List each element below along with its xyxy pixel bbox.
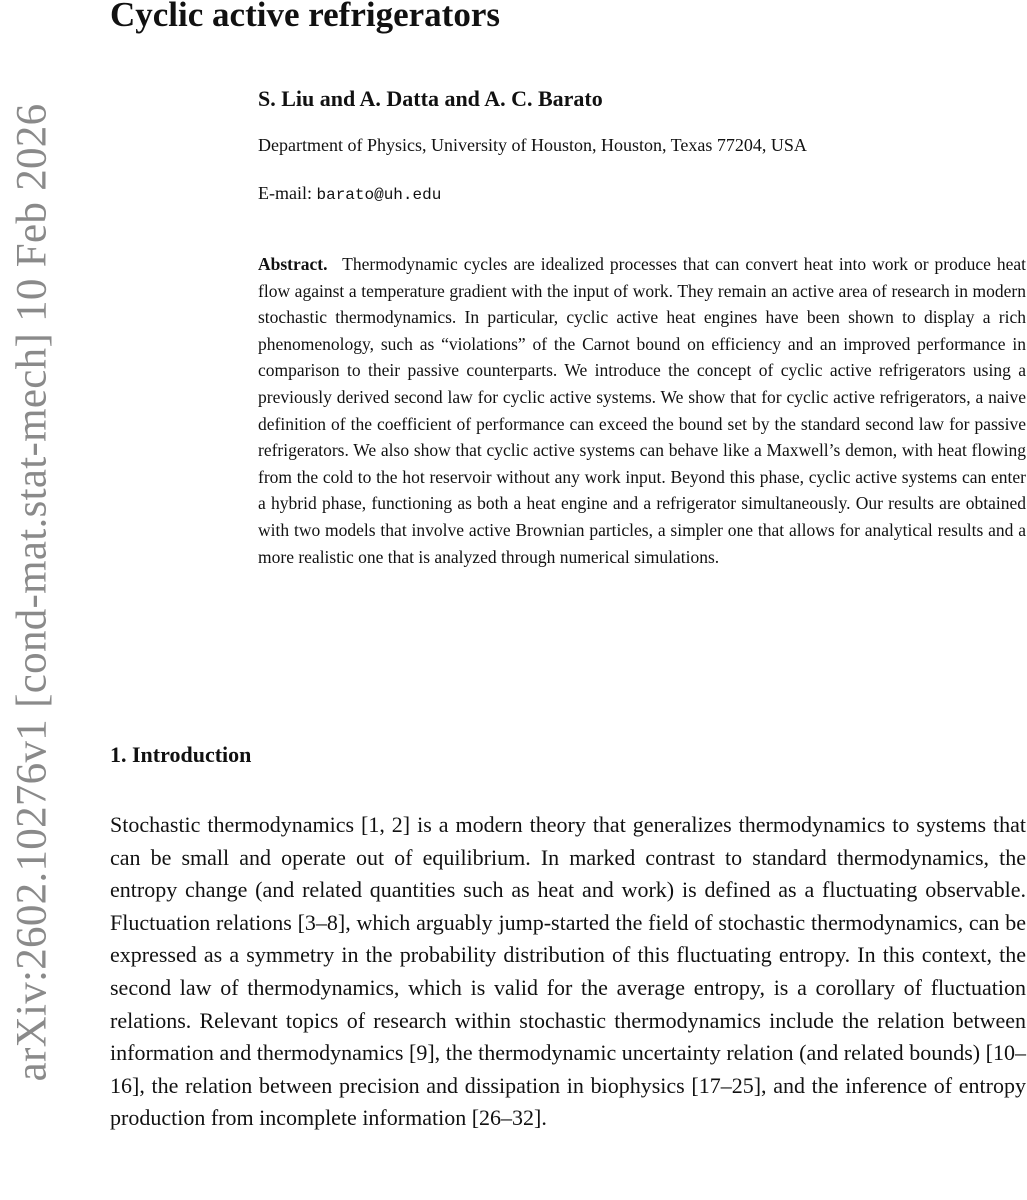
email-address[interactable]: barato@uh.edu [316,186,442,204]
paper-title: Cyclic active refrigerators [110,0,500,34]
abstract [258,251,1026,570]
arxiv-side-stamp [6,76,58,1108]
author-list: S. Liu and A. Datta and A. C. Barato [258,86,603,111]
introduction-paragraph: Stochastic thermodynamics [1, 2] is a modern theory that generalizes thermodynamics to systems that can be small and operate out of equilibrium. In marked contrast to standard thermodynamics, the entropy change (and related quantities such as heat and work) is defined as a fluctuating observable. Fluctuation relations [3–8], which arguably jump-started the field of stochastic thermodynamics, can be expressed as a symmetry in the probability distribution of this fluctuating entropy. In this context, the second law of thermodynamics, which is valid for the average entropy, is a corollary of fluctuation relations. Relevant topics of research within stochastic thermodynamics include the relation between information and thermodynamics [9], the thermodynamic uncertainty relation (and related bounds) [10–16], the relation between precision and dissipation in biophysics [17–25], and the inference of entropy production from incomplete information [26–32]. [110,812,1026,1131]
abstract-text: Thermodynamic cycles are idealized processes that can convert heat into work or produce heat flow against a temperature gradient with the input of work. They remain an active area of research in modern stochastic thermodynamics. In particular, cyclic active heat engines have been shown to display a rich phenomenology, such as “violations” of the Carnot bound on efficiency and an improved performance in comparison to their passive counterparts. We introduce the concept of cyclic active refrigerators using a previously derived second law for cyclic active systems. We show that for cyclic active refrigerators, a naive definition of the coefficient of performance can exceed the bound set by the standard second law for passive refrigerators. We also show that cyclic active systems can behave like a Maxwell’s demon, with heat flowing from the cold to the hot reservoir without any work input. Beyond this phase, cyclic active systems can enter a hybrid phase, functioning as both a heat engine and a refrigerator simultaneously. Our results are obtained with two models that involve active Brownian particles, a simpler one that allows for analytical results and a more realistic one that is analyzed through numerical simulations. [258,254,1027,567]
contact-email [258,178,441,210]
affiliation: Department of Physics, University of Houston, Houston, Texas 77204, USA [258,135,807,155]
section-heading-introduction: 1. Introduction [110,742,252,767]
abstract-label: Abstract. [258,254,328,274]
email-label: E-mail: [258,183,312,203]
arxiv-identifier: arXiv:2602.10276v1 [cond-mat.stat-mech] 10 Feb 2026 [8,103,56,1081]
